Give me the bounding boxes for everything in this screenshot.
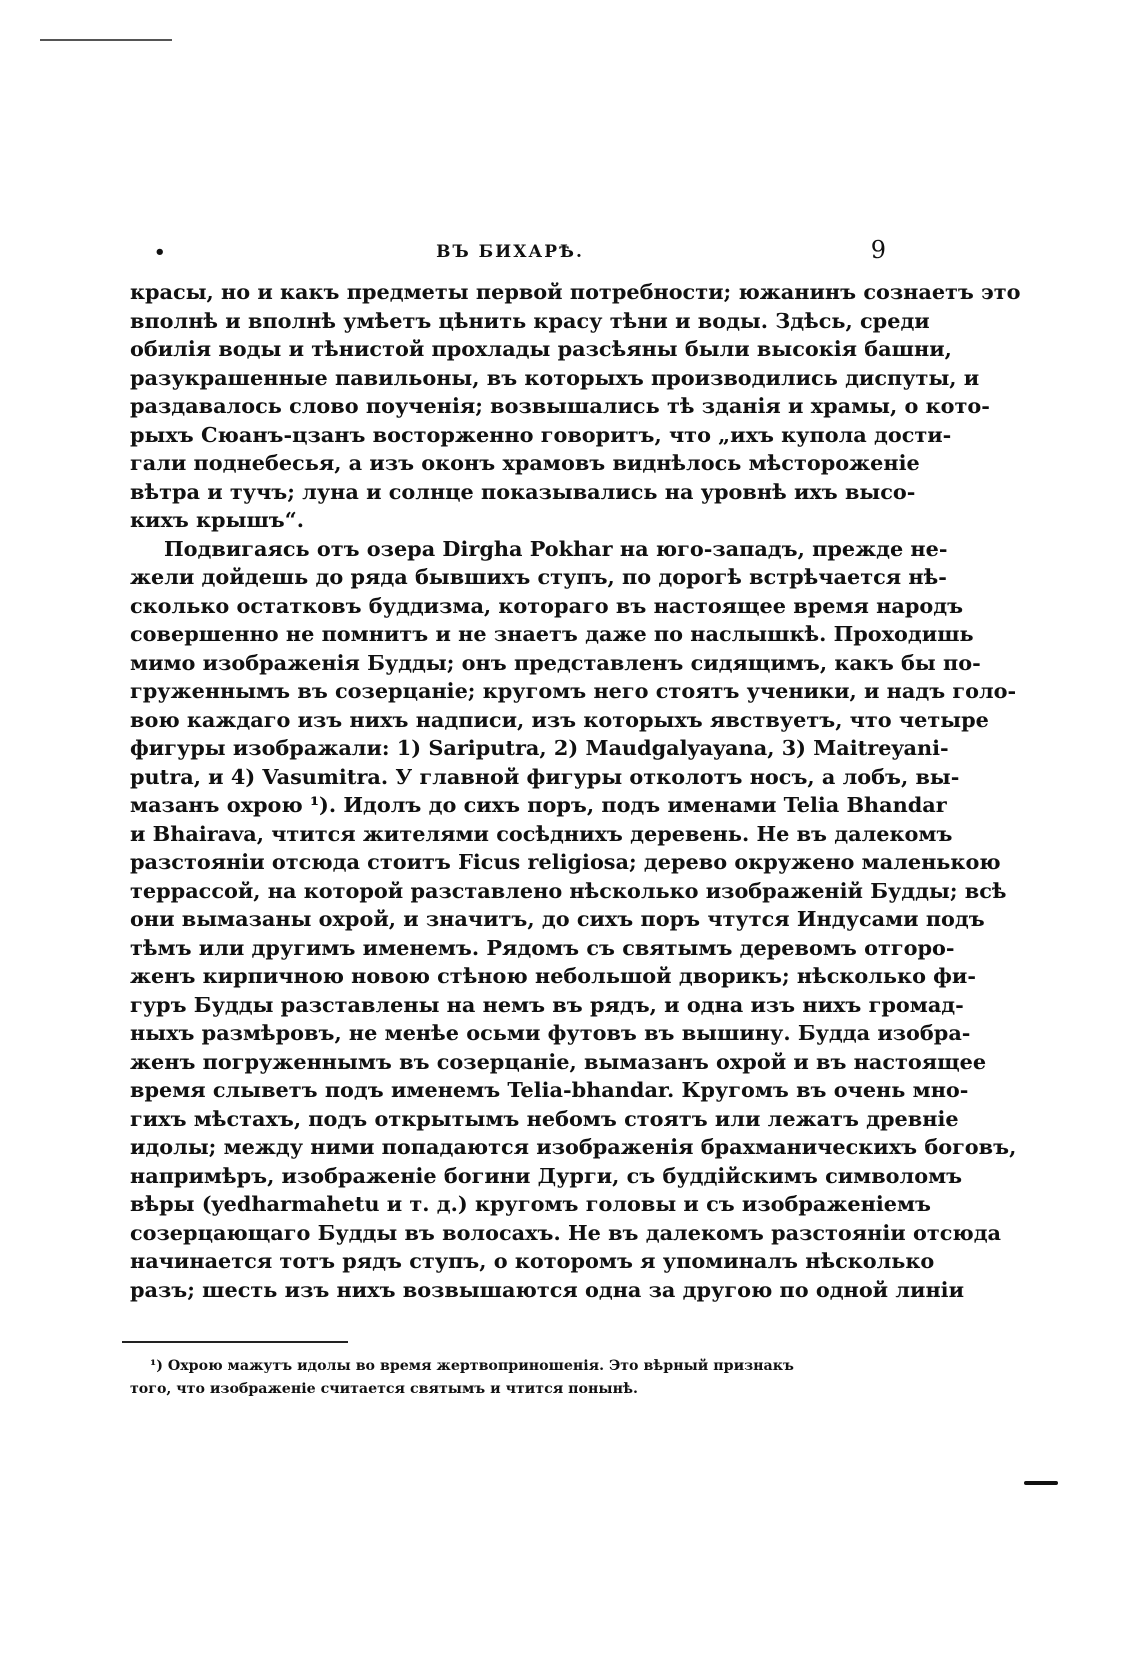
text-line: террассой, на которой разставлено нѣсколько изображеній Будды; всѣ: [130, 877, 1007, 903]
text-line: вѣры (yedharmahetu и т. д.) кругомъ головы и съ изображеніемъ: [130, 1191, 931, 1216]
text-line: напримѣръ, изображеніе богини Дурги, съ буддійскимъ символомъ: [130, 1162, 963, 1188]
text-line: и Bhairava, чтится жителями сосѣднихъ деревень. Не въ далекомъ: [130, 820, 953, 846]
text-line: начинается тотъ рядъ ступъ, о которомъ я упоминалъ нѣсколько: [130, 1248, 935, 1273]
text-line: время слыветъ подъ именемъ Telia-bhandar. Кругомъ въ очень мно-: [130, 1077, 969, 1102]
text-line: вою каждаго изъ нихъ надписи, изъ которыхъ явствуетъ, что четыре: [130, 706, 989, 732]
text-line: Подвигаясь отъ озера Dirgha Pokhar на юго-западъ, прежде не-: [164, 535, 948, 561]
page-number: 9: [870, 236, 886, 264]
text-line: гали поднебесья, а изъ оконъ храмовъ виднѣлось мѣстороженіе: [130, 450, 920, 475]
text-line: совершенно не помнитъ и не знаетъ даже по наслышкѣ. Проходишь: [130, 621, 974, 646]
text-line: жели дойдешь до ряда бывшихъ ступъ, по дорогѣ встрѣчается нѣ-: [130, 564, 947, 589]
text-line: разстояніи отсюда стоитъ Ficus religiosa; дерево окружено маленькою: [130, 849, 1001, 874]
text-line: идолы; между ними попадаются изображенія брахманическихъ боговъ,: [130, 1134, 1017, 1159]
text-line: тѣмъ или другимъ именемъ. Рядомъ съ святымъ деревомъ отгоро-: [130, 934, 955, 960]
text-line: фигуры изображали: 1) Sariputra, 2) Maudgalyayana, 3) Maitreyani-: [130, 735, 949, 760]
text-line: putra, и 4) Vasumitra. У главной фигуры отколотъ носъ, а лобъ, вы-: [130, 763, 960, 789]
header-mark: •: [154, 242, 166, 263]
text-line: обилія воды и тѣнистой прохлады разсѣяны были высокія башни,: [130, 336, 952, 361]
running-title: ВЪ БИХАРѢ.: [436, 242, 584, 262]
text-line: рыхъ Сюанъ-цзанъ восторженно говоритъ, что „ихъ купола дости-: [130, 421, 952, 447]
text-line: красы, но и какъ предметы первой потребности; южанинъ сознаетъ это: [130, 279, 1021, 304]
footnote-rule: [122, 1341, 348, 1343]
text-line: созерцающаго Будды въ волосахъ. Не въ далекомъ разстояніи отсюда: [130, 1219, 1002, 1245]
footnote-line: того, что изображеніе считается святымъ и чтится понынѣ.: [130, 1381, 638, 1397]
text-line: раздавалось слово поученія; возвышались тѣ зданія и храмы, о кото-: [130, 393, 990, 418]
text-line: женъ кирпичною новою стѣною небольшой дворикъ; нѣсколько фи-: [130, 963, 976, 988]
paragraph-dirgha-pokhar: [130, 535, 1017, 1305]
text-line: гуръ Будды разставлены на немъ въ рядъ, и одна изъ нихъ громад-: [130, 991, 964, 1017]
footnotes: [130, 1355, 840, 1401]
text-line: сколько остатковъ буддизма, котораго въ настоящее время народъ: [130, 592, 964, 618]
text-line: мимо изображенія Будды; онъ представленъ сидящимъ, какъ бы по-: [130, 649, 981, 675]
text-line: вполнѣ и вполнѣ умѣетъ цѣнить красу тѣни и воды. Здѣсь, среди: [130, 307, 930, 333]
text-line: женъ погруженнымъ въ созерцаніе, вымазанъ охрой и въ настоящее: [130, 1048, 987, 1074]
text-line: они вымазаны охрой, и значитъ, до сихъ поръ чтутся Индусами подъ: [130, 906, 985, 931]
running-header: [130, 230, 890, 270]
text-line: ныхъ размѣровъ, не менѣе осьми футовъ въ вышину. Будда изобра-: [130, 1020, 971, 1045]
body-text: [130, 278, 1021, 1304]
text-line: мазанъ охрою ¹). Идолъ до сихъ поръ, подъ именами Telia Bhandar: [130, 792, 947, 817]
scan-margin-mark: [1024, 1481, 1058, 1485]
text-line: разъ; шесть изъ нихъ возвышаются одна за другою по одной линіи: [130, 1276, 964, 1302]
footnote-line: ¹) Охрою мажутъ идолы во время жертвоприношенія. Это вѣрный признакъ: [150, 1358, 794, 1374]
text-line: разукрашенные павильоны, въ которыхъ производились диспуты, и: [130, 364, 980, 390]
text-line: груженнымъ въ созерцаніе; кругомъ него стоятъ ученики, и надъ голо-: [130, 678, 1017, 703]
text-line: гихъ мѣстахъ, подъ открытымъ небомъ стоятъ или лежатъ древніе: [130, 1105, 959, 1131]
scan-edge-mark: [40, 39, 172, 41]
paragraph-continuation: [130, 278, 1021, 535]
text-line: вѣтра и тучъ; луна и солнце показывались на уровнѣ ихъ высо-: [130, 478, 916, 504]
text-line: кихъ крышъ“.: [130, 507, 304, 532]
